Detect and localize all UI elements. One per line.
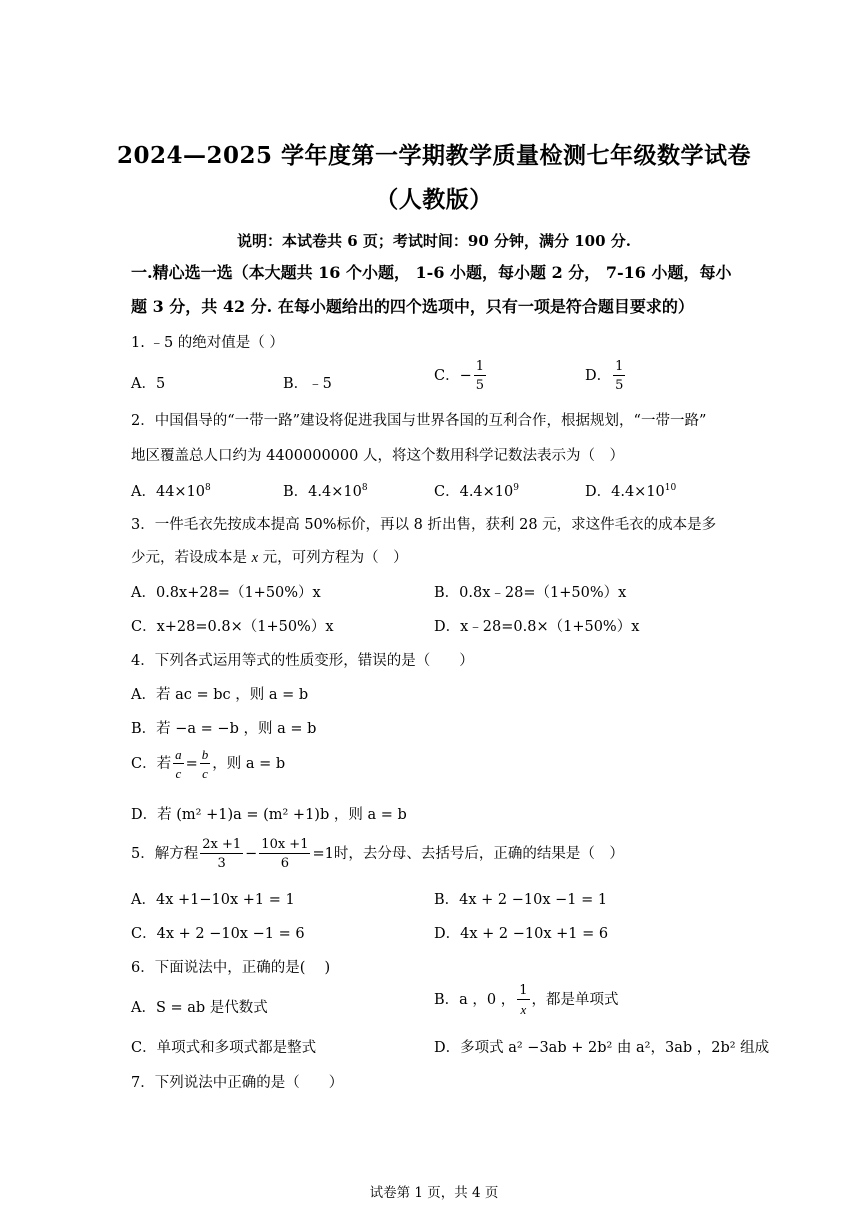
q5-numerator-1: 2x +1 xyxy=(202,837,242,852)
q4-option-b: B．若 −a = −b ，则 a = b xyxy=(131,721,317,737)
q1-c-sign: − xyxy=(459,368,472,384)
q6-b-fraction xyxy=(517,984,529,1016)
q1-option-d xyxy=(585,360,627,392)
q2-option-a xyxy=(131,480,211,501)
q2-b-exponent: 8 xyxy=(361,483,368,494)
q1-option-a: A．5 xyxy=(131,376,166,392)
q3-option-d: D．x﹣28=0.8×（1+50%）x xyxy=(434,619,640,635)
q5-fraction-1 xyxy=(200,838,243,870)
q4-c-fraction-1 xyxy=(173,748,184,780)
q1-option-c xyxy=(434,360,488,392)
q3-stem-part-a: 少元，若设成本是 xyxy=(131,550,252,566)
q3-stem-variable: x xyxy=(251,550,259,566)
q4-c-prefix: C．若 xyxy=(131,756,172,772)
q5-stem-suffix: =1时，去分母、去括号后，正确的结果是（ ） xyxy=(312,846,624,862)
q4-option-a: A．若 ac = bc ，则 a = b xyxy=(131,687,309,703)
q6-b-suffix: ，都是单项式 xyxy=(531,992,619,1008)
q2-option-c xyxy=(434,480,519,501)
q4-c-equals: = xyxy=(185,756,198,772)
page-footer: 试卷第 1 页，共 4 页 xyxy=(369,1185,499,1201)
question-7-stem: 7．下列说法中正确的是（ ） xyxy=(131,1075,344,1091)
q5-option-d: D．4x + 2 −10x +1 = 6 xyxy=(434,926,609,942)
q1-option-b: B．﹣5 xyxy=(283,376,332,392)
q1-d-fraction xyxy=(613,360,625,392)
q6-option-a: A．S = ab 是代数式 xyxy=(131,1000,268,1016)
q5-stem-prefix: 5．解方程 xyxy=(131,846,199,862)
q2-d-exponent: 10 xyxy=(664,483,677,494)
q4-c-denominator-2: c xyxy=(202,766,208,781)
q2-option-d xyxy=(585,480,676,501)
q2-c-base: C．4.4×10 xyxy=(434,484,514,500)
q4-option-c xyxy=(131,748,285,780)
q5-denominator-1: 3 xyxy=(217,856,226,871)
q6-b-prefix: B．a ，0 ， xyxy=(434,992,516,1008)
q6-option-b xyxy=(434,984,619,1016)
q4-c-denominator-1: c xyxy=(175,766,182,781)
q6-b-denominator: x xyxy=(520,1002,527,1017)
question-5-stem xyxy=(131,838,624,870)
q2-a-exponent: 8 xyxy=(205,483,211,494)
q6-option-d: D．多项式 a² −3ab + 2b² 由 a²，3ab ，2b² 组成 xyxy=(434,1040,770,1056)
question-2-stem-line1: 2．中国倡导的“一带一路”建设将促进我国与世界各国的互利合作，根据规划，“一带一路” xyxy=(131,413,707,429)
q2-d-base: D．4.4×10 xyxy=(585,484,665,500)
q6-b-numerator: 1 xyxy=(519,983,528,998)
q1-d-denominator: 5 xyxy=(615,378,624,393)
question-2-stem-line2: 地区覆盖总人口约为 4400000000 人，将这个数用科学记数法表示为（ ） xyxy=(131,448,624,464)
q5-option-a: A．4x +1−10x +1 = 1 xyxy=(131,892,295,908)
q1-c-numerator: 1 xyxy=(475,359,485,374)
q1-d-numerator: 1 xyxy=(615,359,624,374)
q2-option-b xyxy=(283,480,368,501)
exam-title: 2024—2025 学年度第一学期教学质量检测七年级数学试卷 xyxy=(116,142,752,169)
exam-note: 说明：本试卷共 6 页；考试时间：90 分钟，满分 100 分. xyxy=(237,232,631,250)
q2-a-base: A．44×10 xyxy=(131,484,206,500)
q2-b-base: B．4.4×10 xyxy=(283,484,362,500)
question-6-stem: 6．下面说法中，正确的是( ) xyxy=(131,960,331,976)
q4-c-numerator-2: b xyxy=(201,747,209,762)
q3-stem-part-b: 元，可列方程为（ ） xyxy=(258,550,408,566)
q1-c-fraction xyxy=(474,360,486,392)
q1-d-label: D． xyxy=(585,368,612,384)
q1-c-label: C． xyxy=(434,368,460,384)
q4-c-fraction-2 xyxy=(200,748,211,780)
q5-minus: − xyxy=(245,846,258,862)
q2-c-exponent: 9 xyxy=(513,483,519,494)
q1-c-denominator: 5 xyxy=(475,378,485,393)
q5-denominator-2: 6 xyxy=(280,856,290,871)
q5-numerator-2: 10x +1 xyxy=(261,837,309,852)
question-4-stem: 4．下列各式运用等式的性质变形，错误的是（ ） xyxy=(131,653,474,669)
q5-fraction-2 xyxy=(259,838,310,870)
q3-option-c: C．x+28=0.8×（1+50%）x xyxy=(131,619,334,635)
section-1-heading: 一.精心选一选（本大题共 16 个小题， 1-6 小题，每小题 2 分， 7-16 小题，每小题 3 分，共 42 分. 在每小题给出的四个选项中，只有一项是符合题目要求的） xyxy=(131,263,732,316)
q4-option-d: D．若 (m² +1)a = (m² +1)b ，则 a = b xyxy=(131,807,407,823)
q5-option-b: B．4x + 2 −10x −1 = 1 xyxy=(434,892,608,908)
question-3-stem-line2 xyxy=(131,546,408,567)
question-1-stem: 1. ﹣5 的绝对值是（ ） xyxy=(131,335,284,351)
q4-c-suffix: ，则 a = b xyxy=(212,756,286,772)
q5-option-c: C．4x + 2 −10x −1 = 6 xyxy=(131,926,305,942)
exam-subtitle: （人教版） xyxy=(375,186,493,213)
q3-option-b: B．0.8x﹣28=（1+50%）x xyxy=(434,585,627,601)
question-3-stem-line1: 3．一件毛衣先按成本提高 50%标价，再以 8 折出售，获利 28 元，求这件毛衣的成本是多 xyxy=(131,517,717,533)
q6-option-c: C．单项式和多项式都是整式 xyxy=(131,1040,317,1056)
q3-option-a: A．0.8x+28=（1+50%）x xyxy=(131,585,321,601)
q4-c-numerator-1: a xyxy=(175,747,182,762)
